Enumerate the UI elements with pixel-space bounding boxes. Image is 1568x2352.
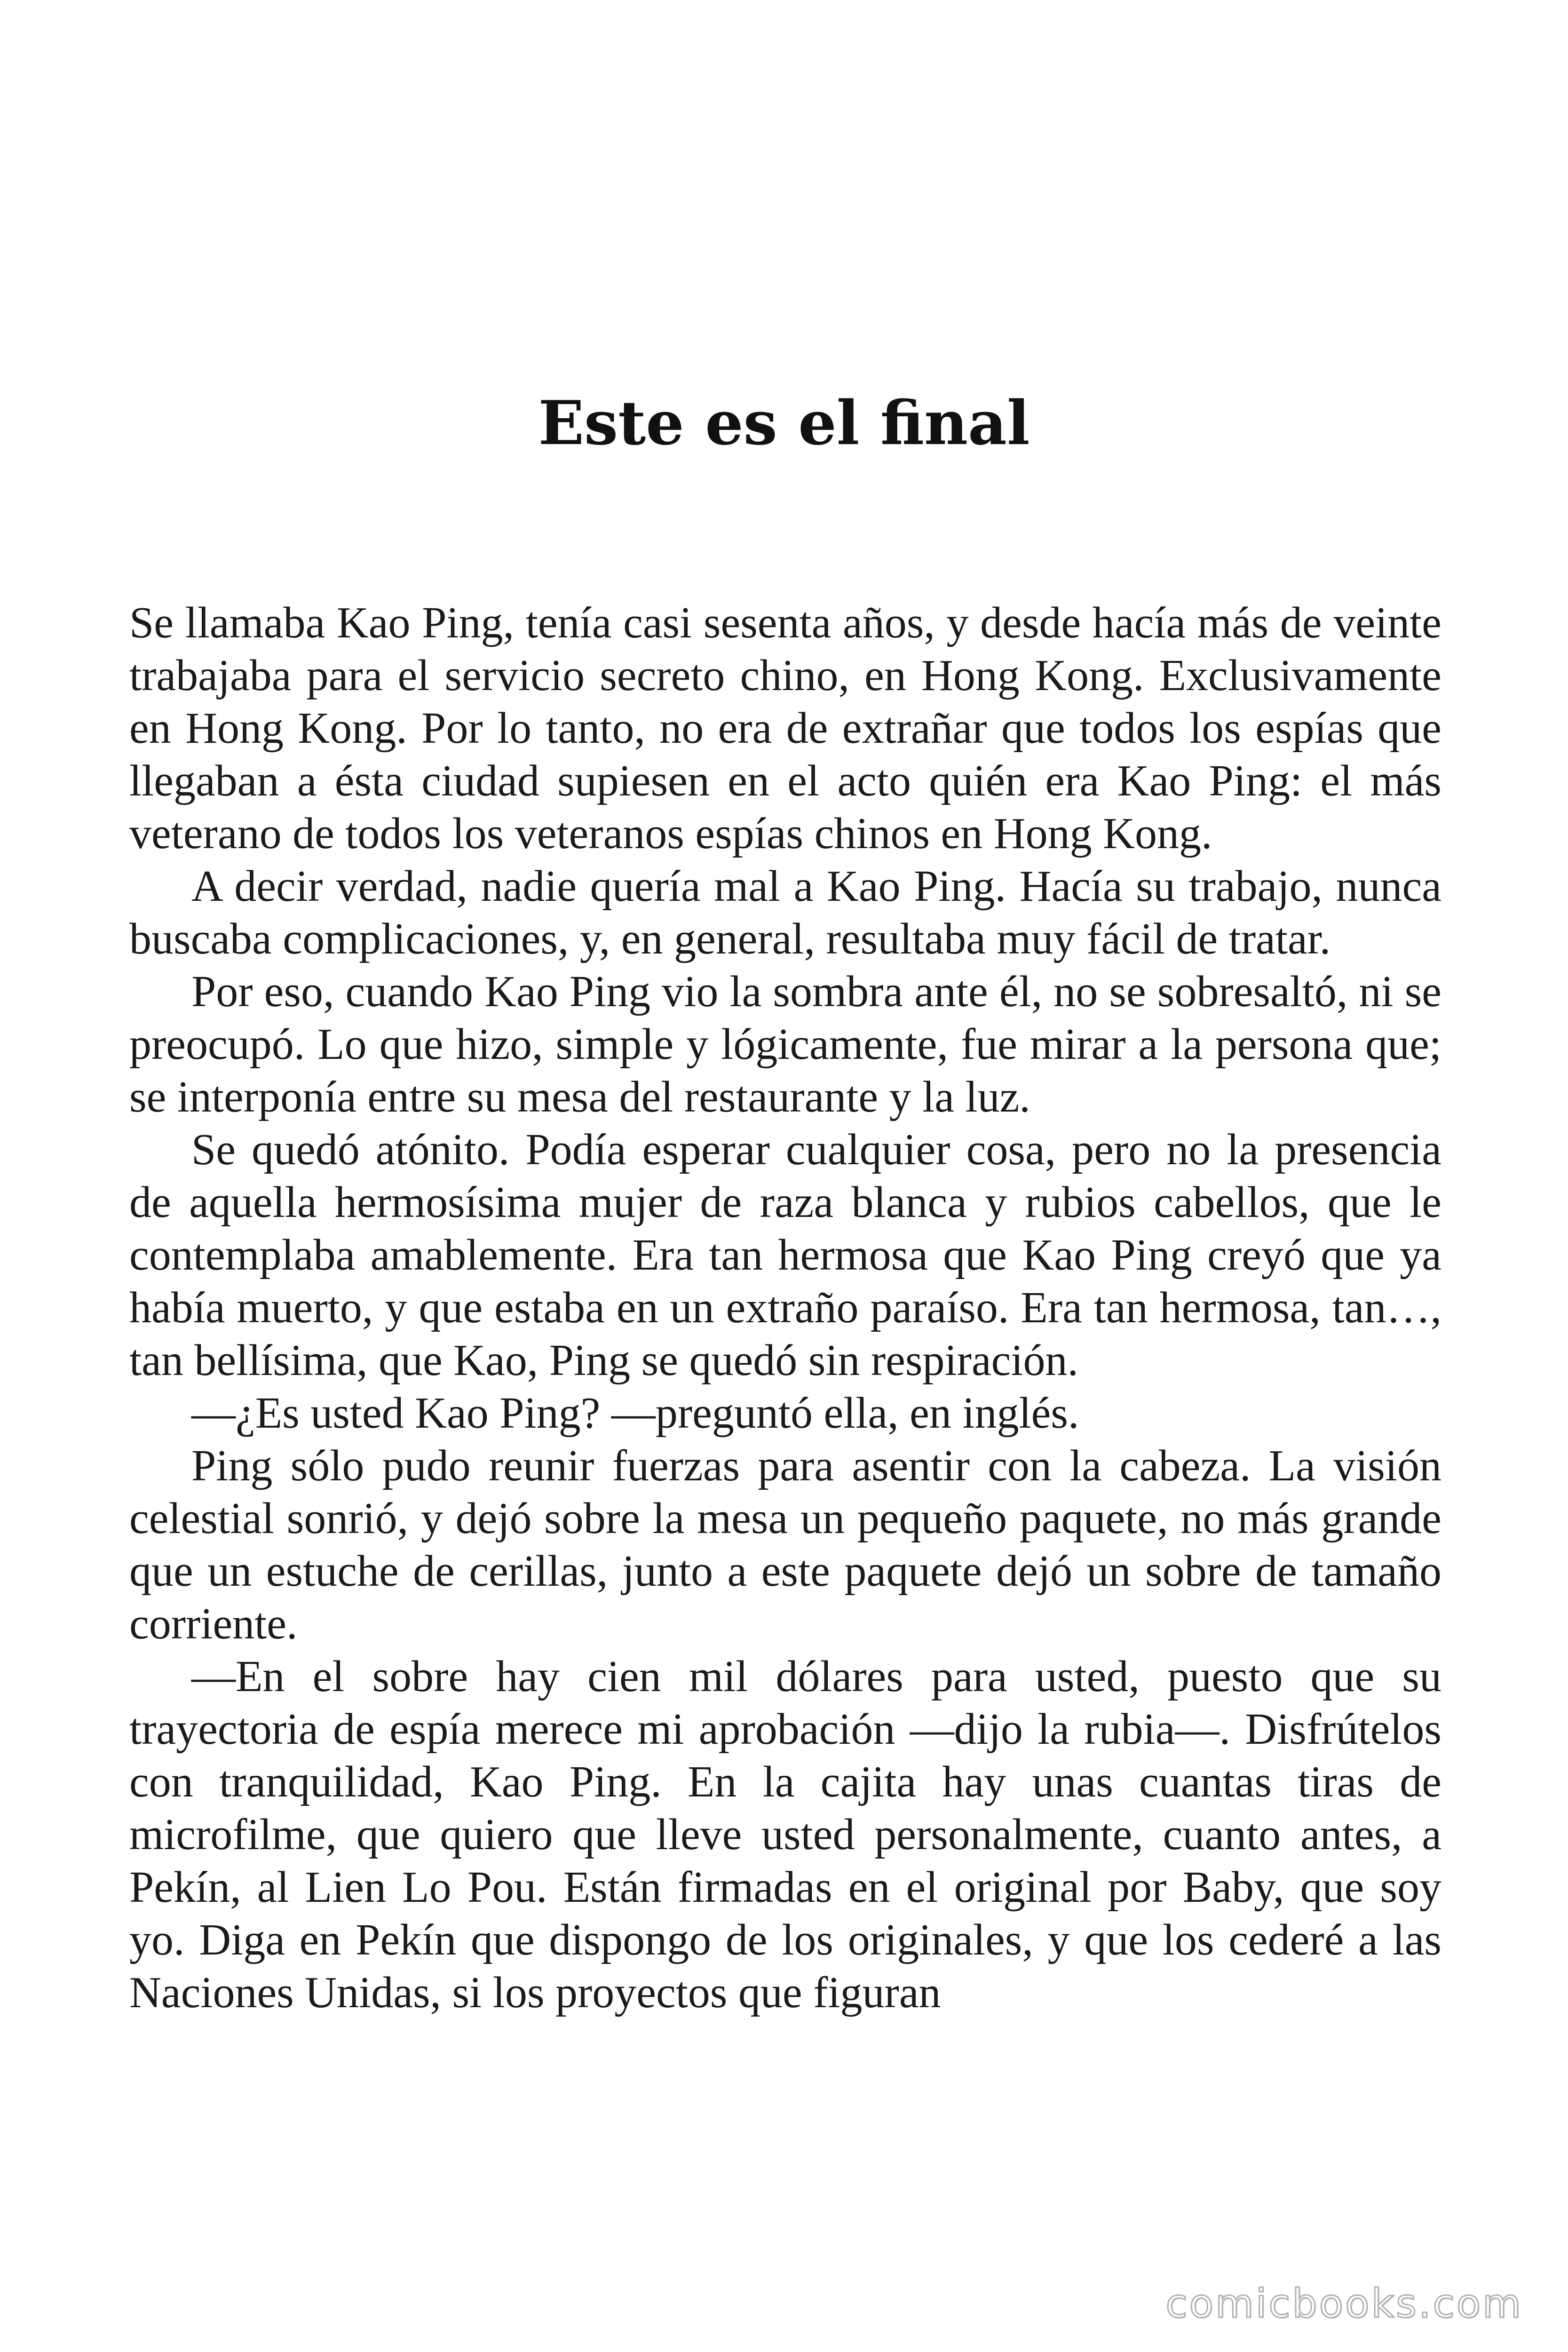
chapter-title: Este es el final [538, 388, 1030, 459]
chapter-body [129, 596, 1441, 2019]
paragraph-6: Ping sólo pudo reunir fuerzas para asentir con la cabeza. La visión celestial sonrió, y dejó sobre la mesa un pequeño paquete, no más grande que un estuche de cerillas, junto a este paquete dejó un sobre de tamaño corriente. [129, 1441, 1441, 1648]
paragraph-7: —En el sobre hay cien mil dólares para usted, puesto que su trayectoria de espía merece mi aprobación —dijo la rubia—. Disfrútelos con tranquilidad, Kao Ping. En la cajita hay unas cuantas tiras de microfilme, que quiero que lleve usted personalmente, cuanto antes, a Pekín, al Lien Lo Pou. Están firmadas en el original por Baby, que soy yo. Diga en Pekín que dispongo de los originales, y que los cederé a las Naciones Unidas, si los proyectos que figuran [129, 1652, 1441, 2017]
paragraph-4: Se quedó atónito. Podía esperar cualquier cosa, pero no la presencia de aquella hermosísima mujer de raza blanca y rubios cabellos, que le contemplaba amablemente. Era tan hermosa que Kao Ping creyó que ya había muerto, y que estaba en un extraño paraíso. Era tan hermosa, tan…, tan bellísima, que Kao, Ping se quedó sin respiración. [129, 1125, 1441, 1385]
paragraph-1: Se llamaba Kao Ping, tenía casi sesenta años, y desde hacía más de veinte trabajaba para el servicio secreto chino, en Hong Kong. Exclusivamente en Hong Kong. Por lo tanto, no era de extrañar que todos los espías que llegaban a ésta ciudad supiesen en el acto quién era Kao Ping: el más veterano de todos los veteranos espías chinos en Hong Kong. [129, 598, 1441, 858]
watermark: comicbooks.com [1165, 2280, 1523, 2327]
paragraph-5: —¿Es usted Kao Ping? —preguntó ella, en inglés. [191, 1389, 1079, 1438]
paragraph-2: A decir verdad, nadie quería mal a Kao Ping. Hacía su trabajo, nunca buscaba complicaciones, y, en general, resultaba muy fácil de tratar. [129, 862, 1441, 963]
paragraph-3: Por eso, cuando Kao Ping vio la sombra ante él, no se sobresaltó, ni se preocupó. Lo que hizo, simple y lógicamente, fue mirar a la persona que; se interponía entre su mesa del restaurante y la luz. [129, 967, 1441, 1121]
